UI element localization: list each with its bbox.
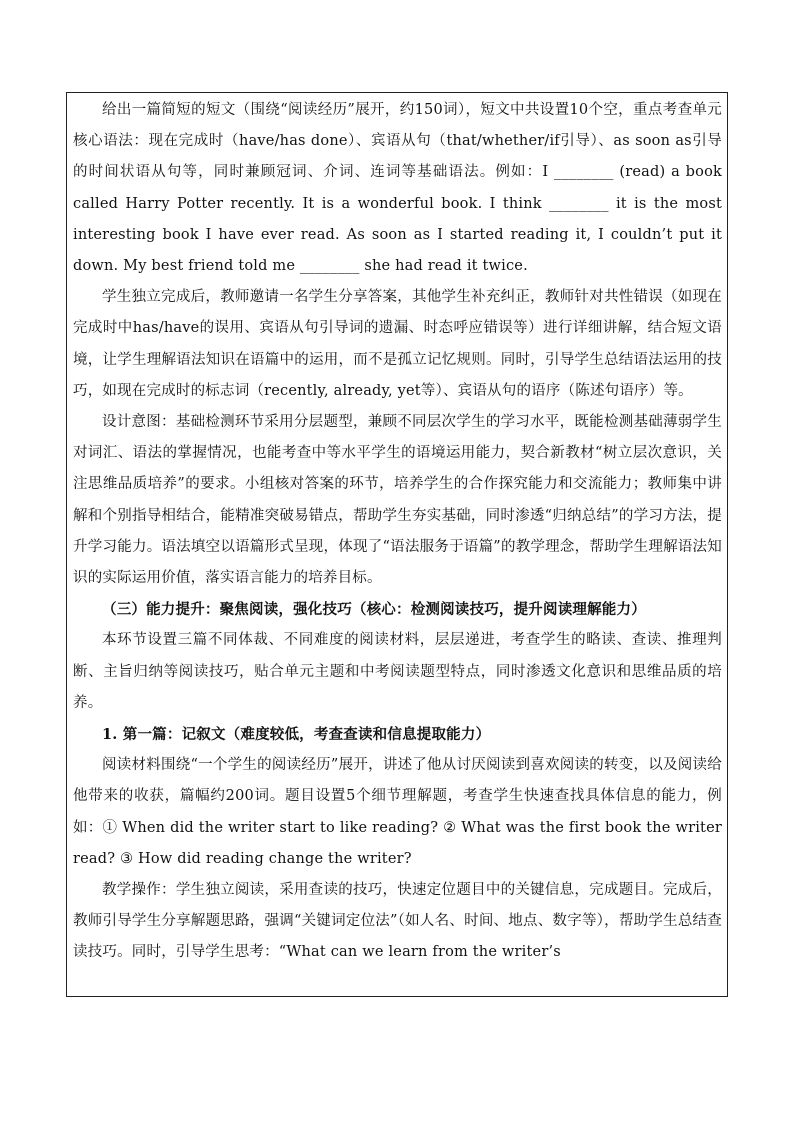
document-body bbox=[73, 95, 722, 969]
section-heading-ability: （三）能力提升：聚焦阅读，强化技巧（核心：检测阅读技巧，提升阅读理解能力） bbox=[102, 601, 646, 619]
subheading-first-passage: 1. 第一篇：记叙文（难度较低，考查查读和信息提取能力） bbox=[102, 726, 491, 744]
paragraph-passage-description: 阅读材料围绕“一个学生的阅读经历”展开，讲述了他从讨厌阅读到喜欢阅读的转变，以及阅读给他带来的收获，篇幅约200词。题目设置5个细节理解题，考查学生快速查找具体信息的能力，例如：① When did the writer start to like reading? ② What was the first book the writer read? ③ How did reading change the writer? bbox=[73, 757, 722, 867]
paragraph-teaching-operation: 教学操作：学生独立阅读，采用查读的技巧，快速定位题目中的关键信息，完成题目。完成后，教师引导学生分享解题思路，强调“关键词定位法”（如人名、时间、地点、数字等），帮助学生总结查读技巧。同时，引导学生思考：“What can we learn from the writer’s bbox=[73, 882, 722, 961]
content-frame bbox=[66, 92, 728, 997]
paragraph-teacher-feedback: 学生独立完成后，教师邀请一名学生分享答案，其他学生补充纠正，教师针对共性错误（如现在完成时中has/have的误用、宾语从句引导词的遗漏、时态呼应错误等）进行详细讲解，结合短文语境，让学生理解语法知识在语篇中的运用，而不是孤立记忆规则。同时，引导学生总结语法运用的技巧，如现在完成时的标志词（recently, already, yet等）、宾语从句的语序（陈述句语序）等。 bbox=[73, 289, 722, 399]
paragraph-section-intro: 本环节设置三篇不同体裁、不同难度的阅读材料，层层递进，考查学生的略读、查读、推理判断、主旨归纳等阅读技巧，贴合单元主题和中考阅读题型特点，同时渗透文化意识和思维品质的培养。 bbox=[73, 632, 722, 711]
paragraph-grammar-task: 给出一篇简短的短文（围绕“阅读经历”展开，约150词），短文中共设置10个空，重点考查单元核心语法：现在完成时（have/has done）、宾语从句（that/whether/if引导）、as soon as引导的时间状语从句等，同时兼顾冠词、介词、连词等基础语法。例如：I ________ (read) a book called Harry Potter recently. It is a wonderful book. I think ________ it is the most interesting book I have ever read. As soon as I started reading it, I couldn’t put it down. My best friend told me ________ she had read it twice. bbox=[73, 102, 722, 275]
paragraph-design-intent: 设计意图：基础检测环节采用分层题型，兼顾不同层次学生的学习水平，既能检测基础薄弱学生对词汇、语法的掌握情况，也能考查中等水平学生的语境运用能力，契合新教材“树立层次意识，关注思维品质培养”的要求。小组核对答案的环节，培养学生的合作探究能力和交流能力；教师集中讲解和个别指导相结合，能精准突破易错点，帮助学生夯实基础，同时渗透“归纳总结”的学习方法，提升学习能力。语法填空以语篇形式呈现，体现了“语法服务于语篇”的教学理念，帮助学生理解语法知识的实际运用价值，落实语言能力的培养目标。 bbox=[73, 414, 722, 587]
